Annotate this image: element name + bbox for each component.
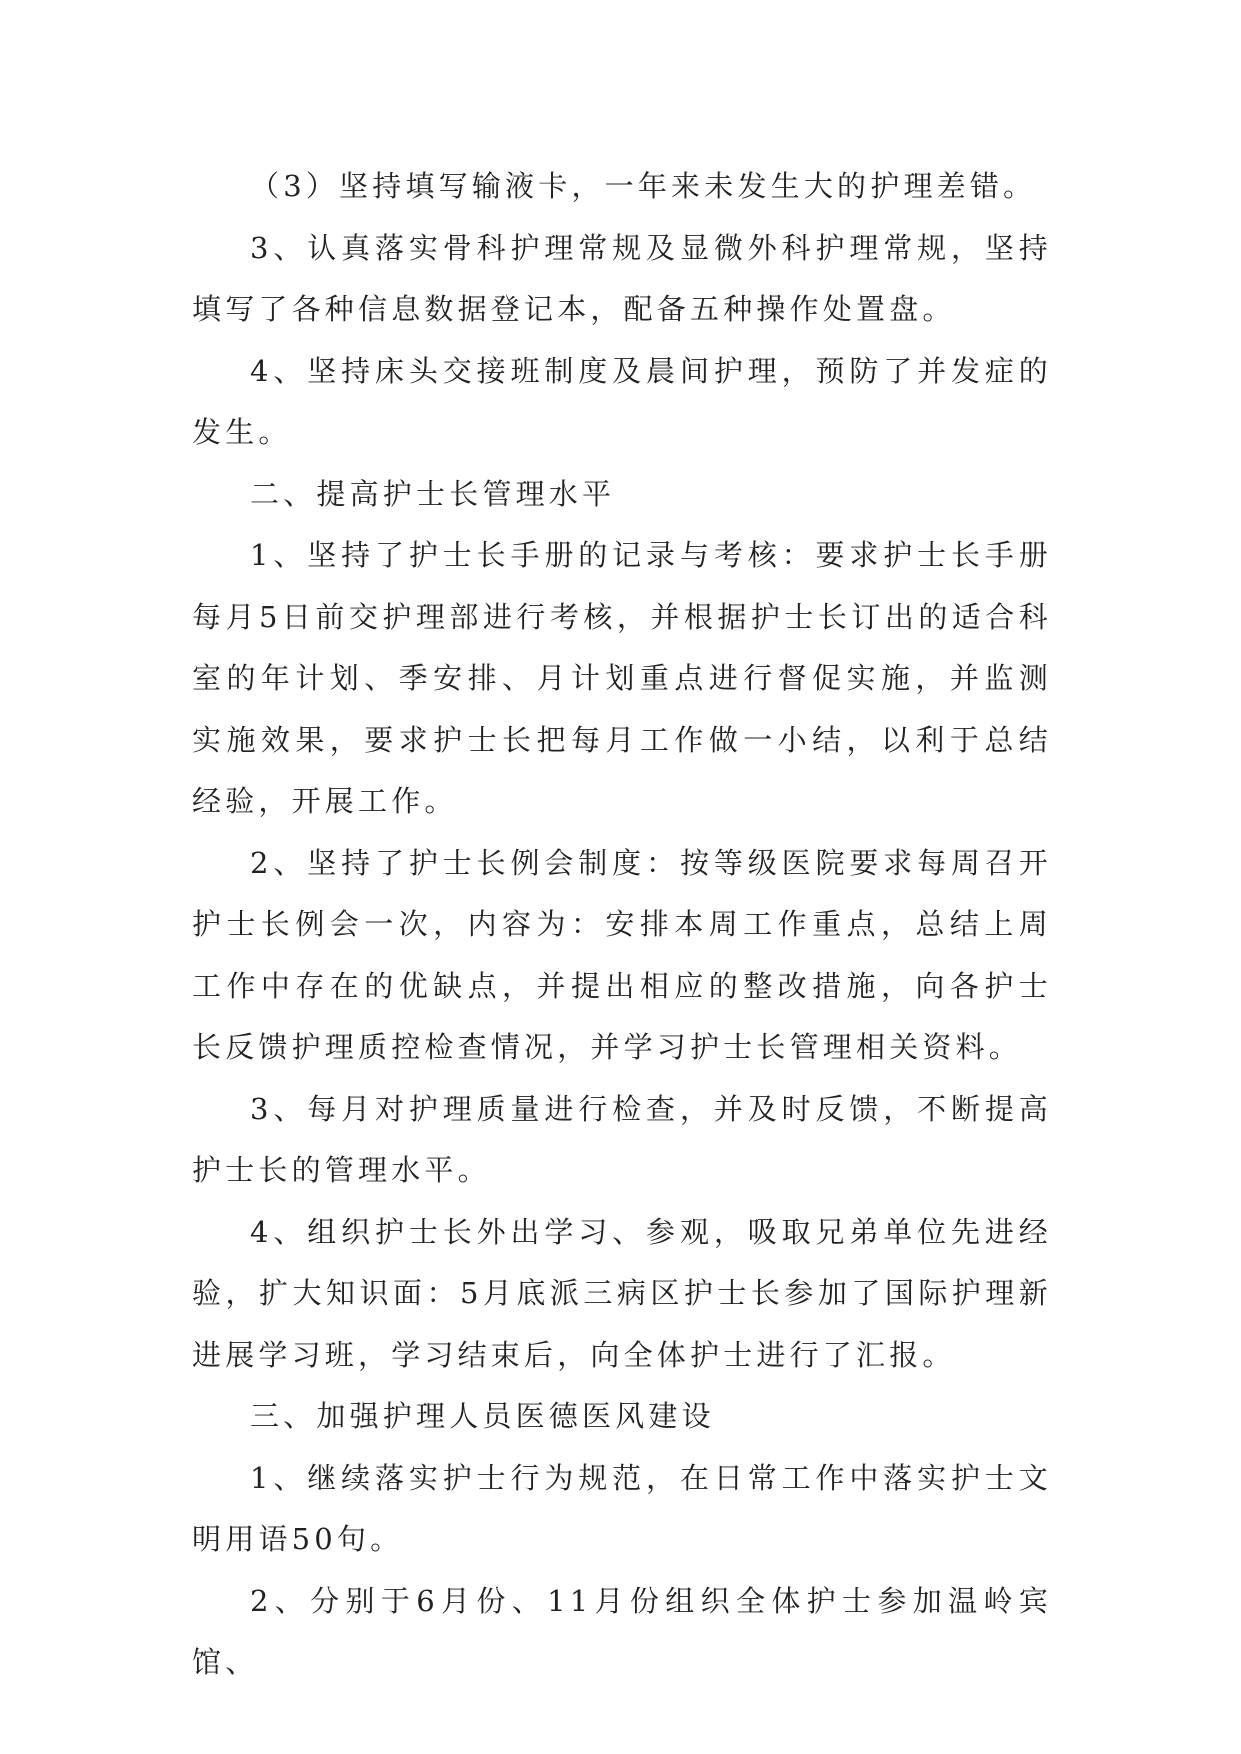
section-heading-head-nurse-management: 二、提高护士长管理水平: [250, 476, 616, 511]
paragraph-monthly-quality-check: 3、每月对护理质量进行检查，并及时反馈，不断提高护士长的管理水平。: [192, 1091, 1052, 1187]
paragraph-bedside-handover: 4、坚持床头交接班制度及晨间护理，预防了并发症的发生。: [192, 353, 1052, 449]
paragraph-organized-training: 2、分别于6月份、11月份组织全体护士参加温岭宾馆、: [192, 1583, 1052, 1679]
document-body: [192, 156, 1052, 1694]
section-heading-medical-ethics: 三、加强护理人员医德医风建设: [250, 1399, 715, 1433]
paragraph-orthopedic-routine: 3、认真落实骨科护理常规及显微外科护理常规，坚持填写了各种信息数据登记本，配备五种操作处置盘。: [192, 230, 1052, 326]
paragraph-head-nurse-handbook: 1、坚持了护士长手册的记录与考核：要求护士长手册每月5日前交护理部进行考核，并根据护士长订出的适合科室的年计划、季安排、月计划重点进行督促实施，并监测实施效果，要求护士长把每月工作做一小结，以利于总结经验，开展工作。: [192, 538, 1052, 818]
paragraph-head-nurse-meeting: 2、坚持了护士长例会制度：按等级医院要求每周召开护士长例会一次，内容为：安排本周工作重点，总结上周工作中存在的优缺点，并提出相应的整改措施，向各护士长反馈护理质控检查情况，并学习护士长管理相关资料。: [192, 845, 1052, 1064]
paragraph-behavior-norms: 1、继续落实护士行为规范，在日常工作中落实护士文明用语50句。: [192, 1460, 1052, 1556]
paragraph-external-study: 4、组织护士长外出学习、参观，吸取兄弟单位先进经验，扩大知识面：5月底派三病区护士长参加了国际护理新进展学习班，学习结束后，向全体护士进行了汇报。: [192, 1214, 1052, 1372]
paragraph-infusion-card: （3）坚持填写输液卡，一年来未发生大的护理差错。: [250, 169, 1037, 203]
